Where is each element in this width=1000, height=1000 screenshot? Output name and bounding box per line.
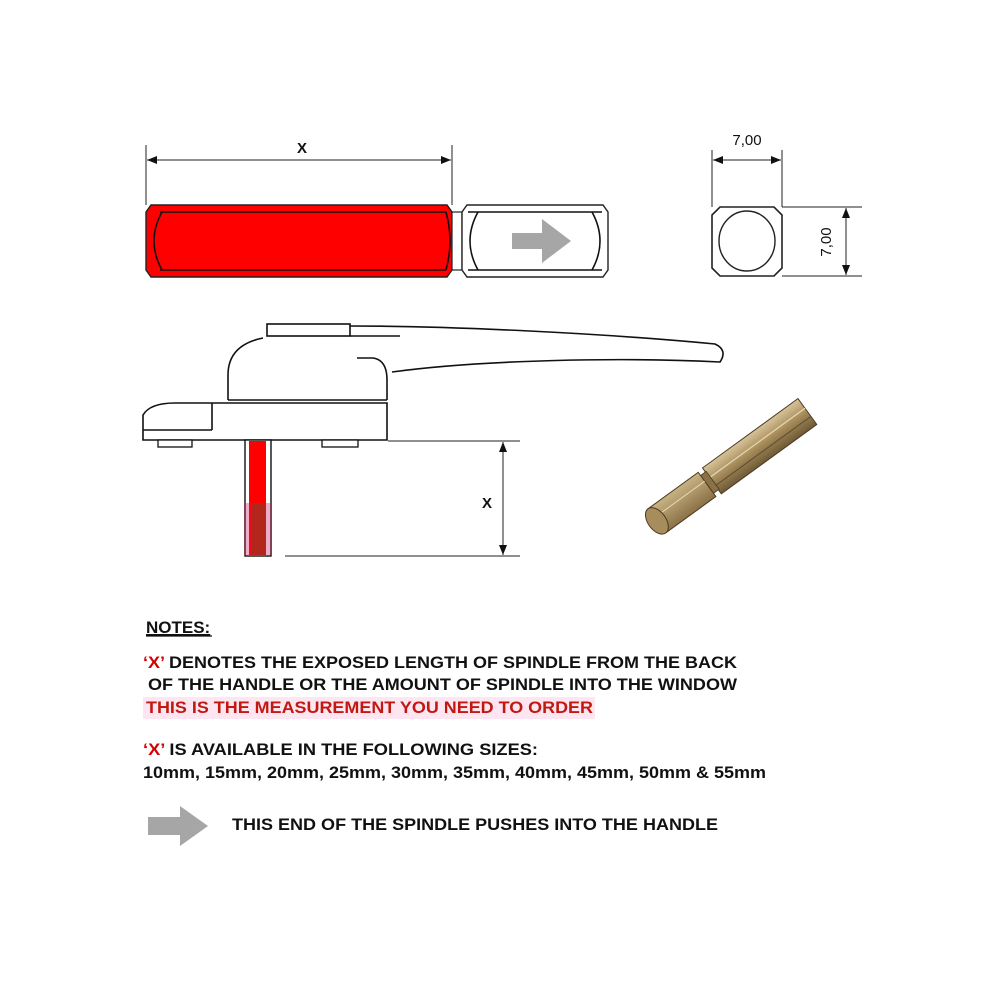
available-sizes: 10mm, 15mm, 20mm, 25mm, 30mm, 35mm, 40mm, 45mm, 50mm & 55mm <box>143 763 766 782</box>
spindle-end-view <box>712 132 862 276</box>
order-measurement-note: THIS IS THE MEASUREMENT YOU NEED TO ORDER <box>146 698 593 717</box>
end-view-height-label: 7,00 <box>818 227 835 257</box>
note-line-1: ‘X’ DENOTES THE EXPOSED LENGTH OF SPINDLE FROM THE BACK <box>143 653 706 672</box>
notes-heading: NOTES: <box>146 618 211 637</box>
spindle-neck <box>452 212 462 270</box>
notes-section <box>143 618 766 846</box>
spindle-side-view <box>146 140 608 277</box>
x-mark: ‘X’ <box>143 653 163 672</box>
brass-spindle-image <box>640 399 817 540</box>
arrow-note: THIS END OF THE SPINDLE PUSHES INTO THE HANDLE <box>232 815 718 834</box>
exposed-length-x-label: X <box>481 495 493 512</box>
end-view-width-label: 7,00 <box>732 132 762 149</box>
note-line-4: ‘X’ IS AVAILABLE IN THE FOLLOWING SIZES: <box>143 740 513 759</box>
note-line-2: OF THE HANDLE OR THE AMOUNT OF SPINDLE INTO THE WINDOW <box>148 675 738 694</box>
grey-arrow-icon <box>148 806 208 846</box>
length-x-label: X <box>296 140 308 157</box>
window-handle-drawing <box>143 324 723 556</box>
spindle-exposed-section <box>146 205 452 277</box>
